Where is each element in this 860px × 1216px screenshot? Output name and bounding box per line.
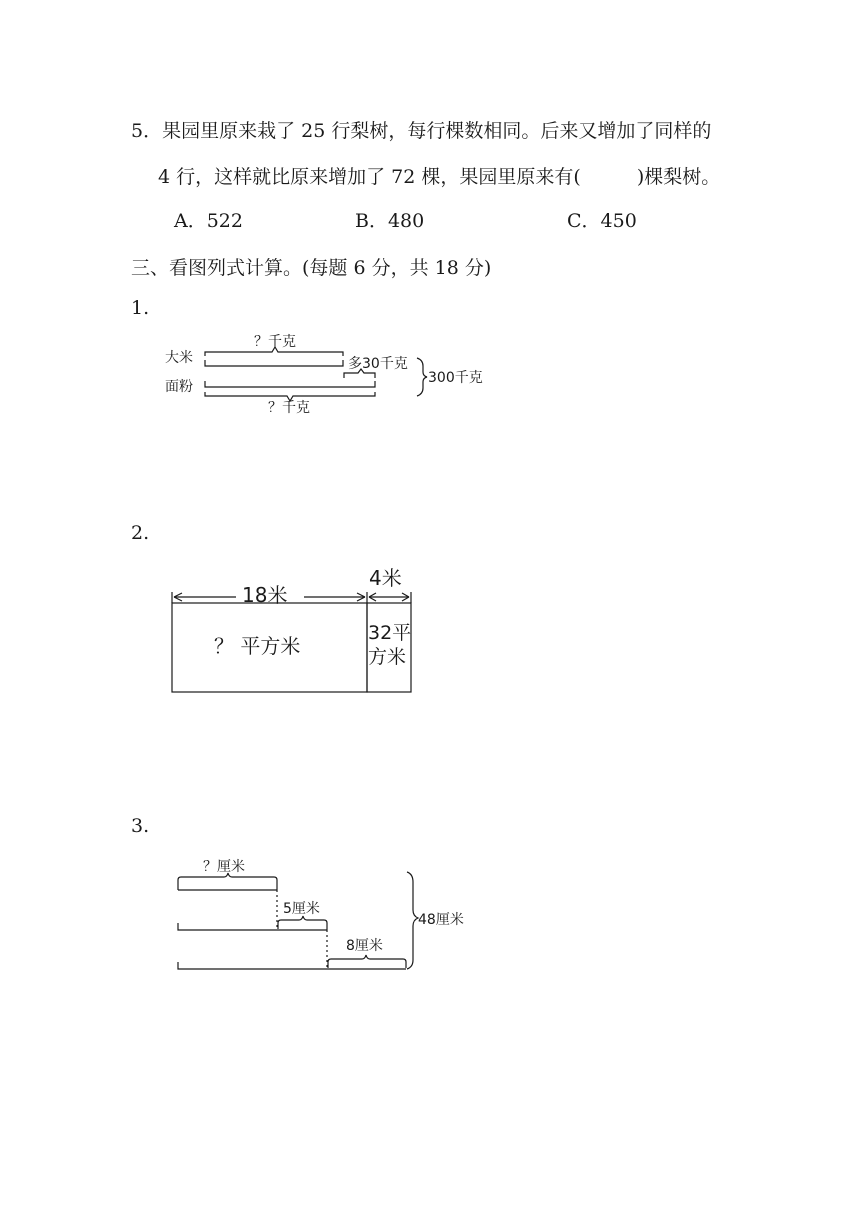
option-c[interactable]: C．450 [567, 210, 637, 232]
total-label-3: 48厘米 [418, 912, 464, 928]
q5-line1: 5．果园里原来栽了 25 行梨树，每行棵数相同。后来又增加了同样的 [131, 120, 712, 142]
fig3-number: 3. [131, 815, 150, 837]
flour-bar [205, 381, 375, 387]
area-right-line2: 方米 [368, 646, 407, 668]
width-left-label: 18米 [242, 583, 288, 607]
q5-line2-post: )棵梨树。 [636, 166, 721, 188]
diff2-label: 8厘米 [346, 938, 383, 954]
row2-bar [178, 923, 327, 930]
unknown-brace [178, 873, 277, 890]
figure-3 [178, 858, 464, 969]
figure-2 [172, 566, 411, 692]
area-unknown: ？ 平方米 [214, 634, 301, 658]
section-heading: 三、看图列式计算。(每题 6 分，共 18 分) [131, 257, 492, 279]
total-brace [417, 358, 427, 396]
fig2-number: 2. [131, 522, 150, 544]
diff1-brace [278, 916, 327, 930]
unknown-label: ？厘米 [203, 859, 245, 875]
figure-1 [165, 333, 483, 416]
more-label: 多30千克 [348, 356, 408, 372]
rice-label: 大米 [165, 350, 193, 366]
q5-line2-pre: 4 行，这样就比原来增加了 72 棵，果园里原来有( [158, 166, 581, 188]
total-label: 300千克 [428, 370, 483, 386]
area-right-line1: 32平 [368, 622, 412, 644]
diff2-brace [328, 955, 406, 968]
flour-unknown: ？千克 [268, 400, 310, 416]
width-right-label: 4米 [369, 566, 402, 590]
fig1-number: 1. [131, 297, 150, 319]
flour-label: 面粉 [165, 379, 193, 395]
diff1-label: 5厘米 [283, 901, 320, 917]
rice-unknown: ？千克 [254, 334, 296, 350]
option-a[interactable]: A．522 [174, 210, 243, 232]
rice-bar [205, 360, 343, 366]
option-b[interactable]: B．480 [355, 210, 425, 232]
total-brace-3 [407, 872, 418, 969]
row3-bar [178, 962, 406, 969]
